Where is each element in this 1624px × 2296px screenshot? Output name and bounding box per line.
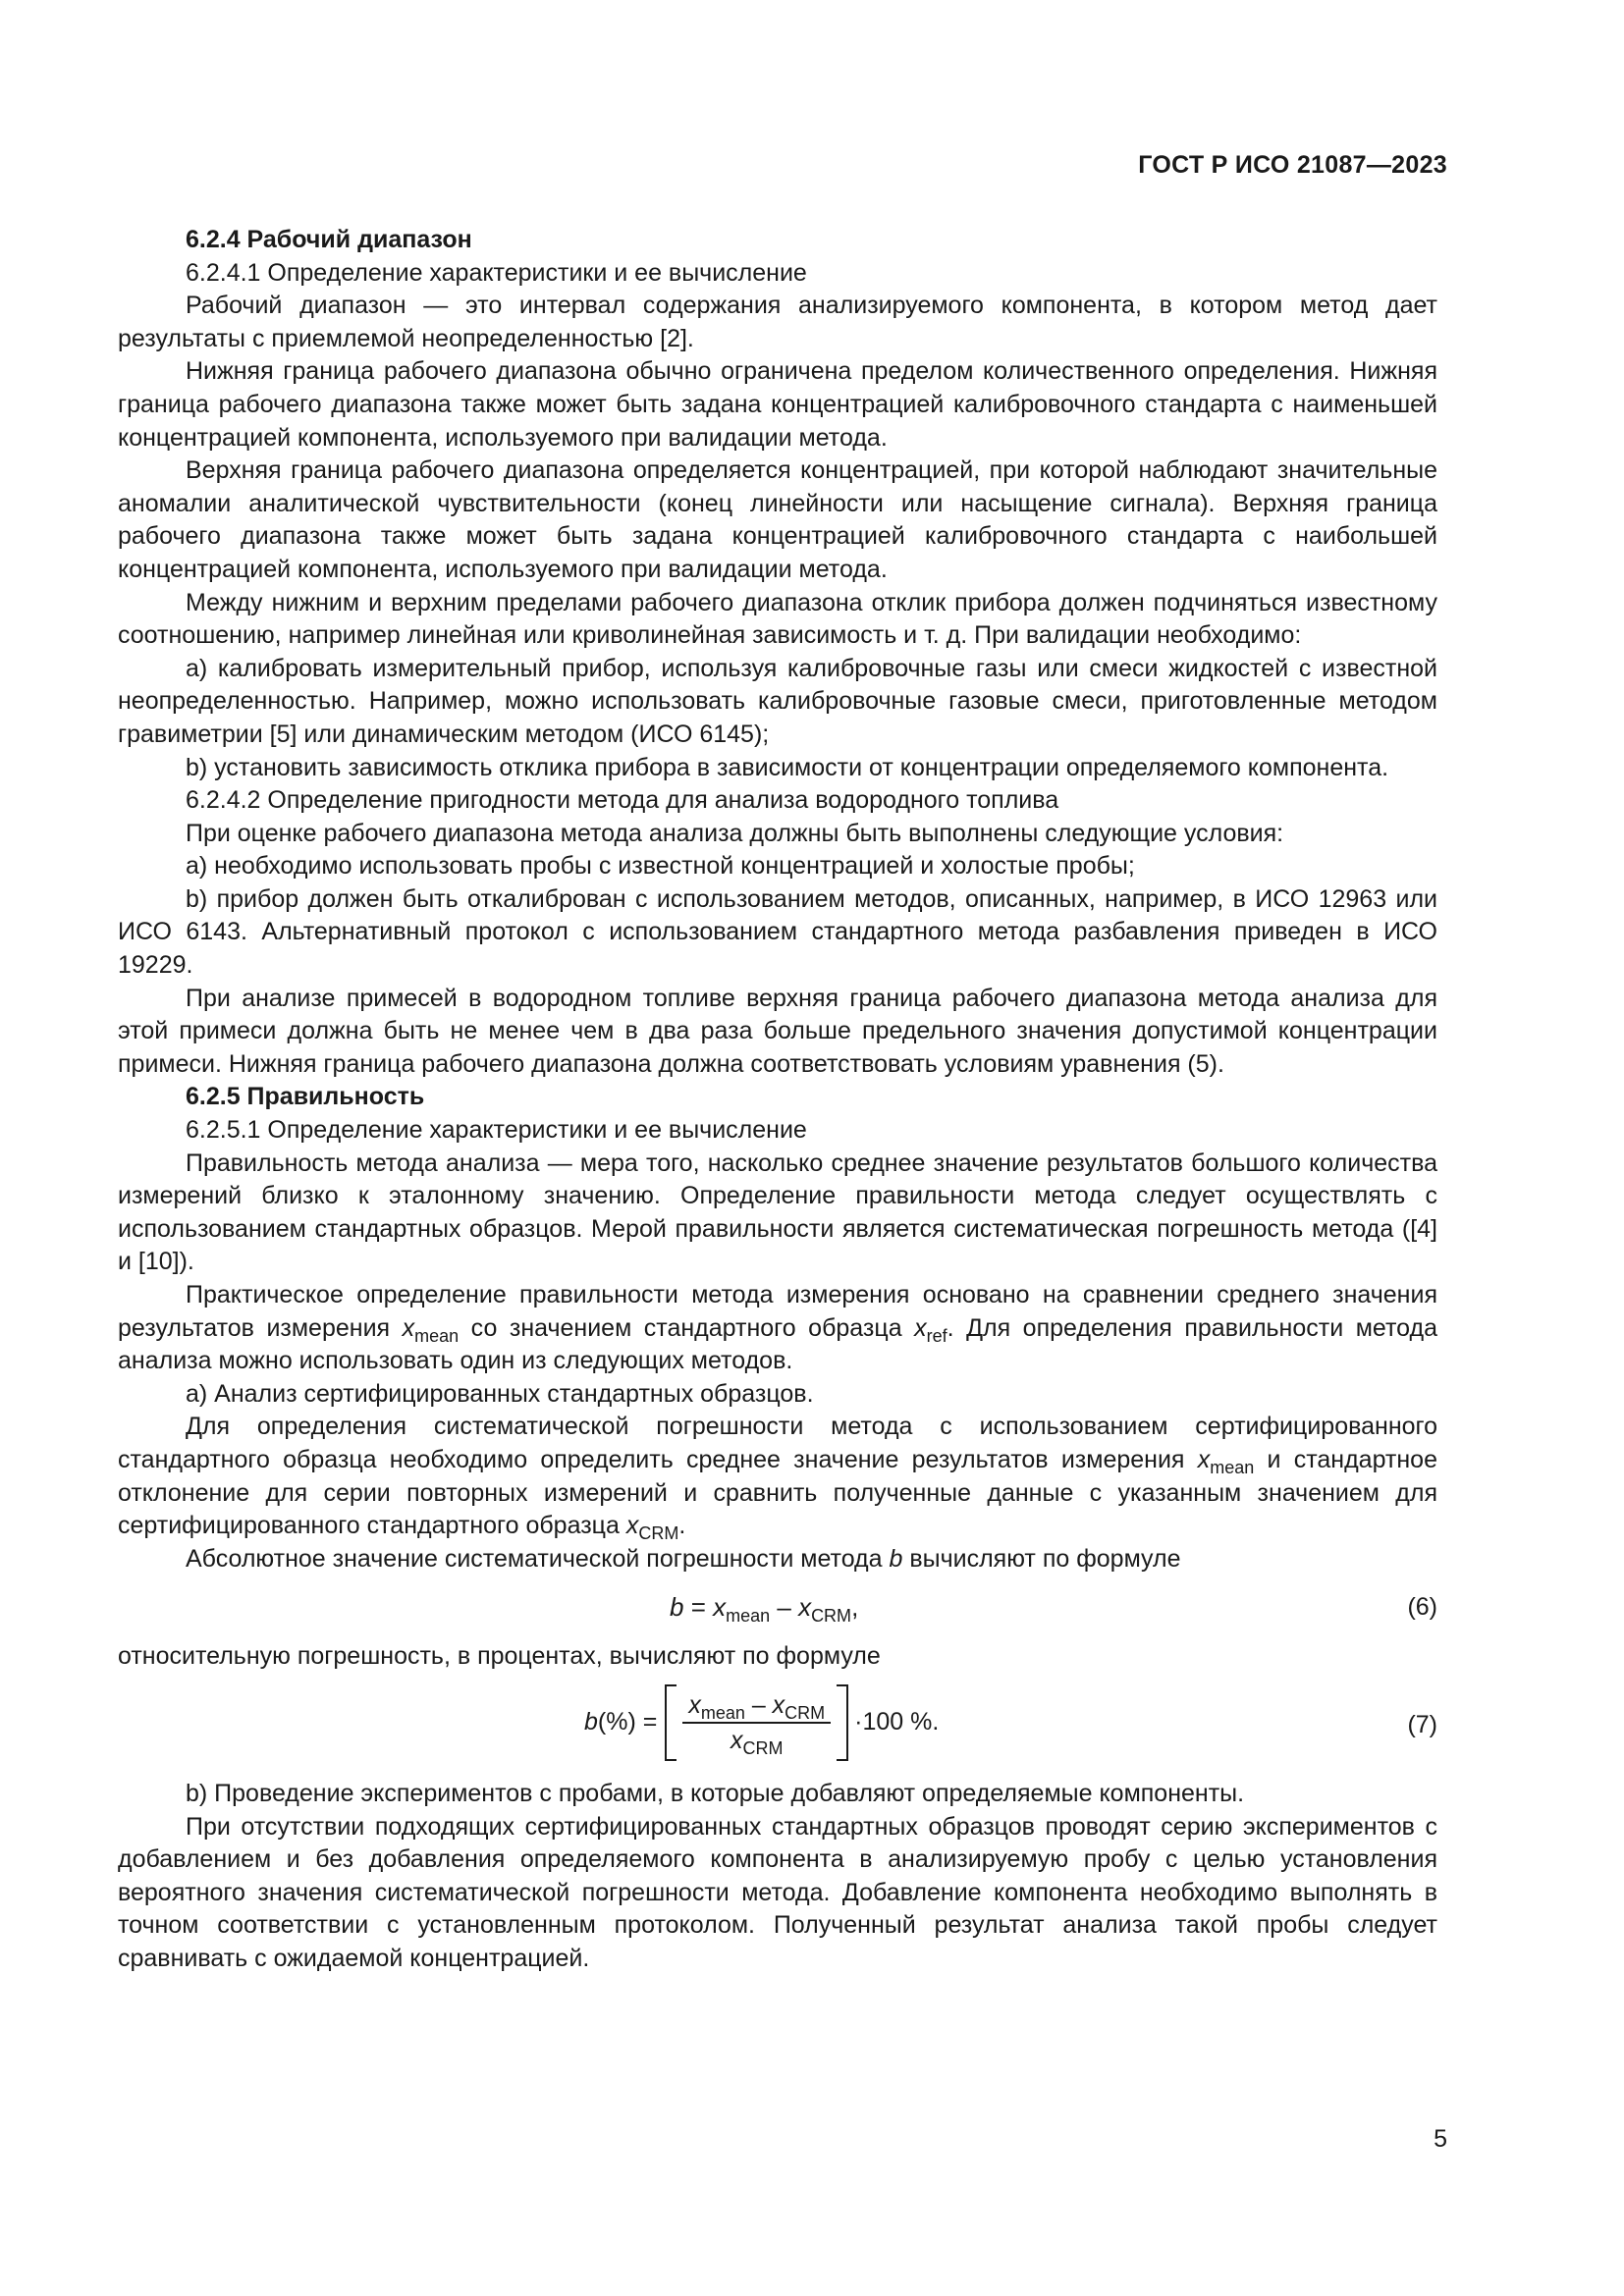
section-heading-6-2-5: 6.2.5 Правильность — [186, 1083, 425, 1111]
paragraph: Верхняя граница рабочего диапазона определяется концентрацией, при которой наблюдают значительные аномалии аналитической чувствительности (конец линейности или насыщение сигнала). Верхняя граница рабочего диапазона также может быть задана концентрацией калибровочного стандарта с наибольшей концентрацией компонента, используемого при валидации метода. — [118, 456, 1437, 583]
document-header: ГОСТ Р ИСО 21087—2023 — [1138, 151, 1447, 179]
list-item-b: b) установить зависимость отклика прибора в зависимости от концентрации определяемого компонента. — [186, 753, 1389, 781]
paragraph: Между нижним и верхним пределами рабочего диапазона отклик прибора должен подчиняться известному соотношению, например линейная или криволинейная зависимость и т. д. При валидации необходимо: — [118, 588, 1437, 650]
formula-7-expression: b (%) = $\frac{x_{mean} - x_{CRM}}{x_{CRM}}$ ·100 %. — [584, 1683, 939, 1762]
paragraph: относительную погрешность, в процентах, вычисляют по формуле — [118, 1642, 881, 1671]
list-item-a: a) калибровать измерительный прибор, используя калибровочные газы или смеси жидкостей с известной неопределенностью. Например, можно использовать калибровочные газовые смеси, приготовленные методом гравиметрии [5] или динамическим методом (ИСО 6145); — [118, 654, 1437, 748]
paragraph: При отсутствии подходящих сертифицированных стандартных образцов проводят серию экспериментов с добавлением и без добавления определяемого компонента в анализируемую пробу с целью установления вероятного значения систематической погрешности метода. Добавление компонента необходимо выполнять в точном соответствии с установленным протоколом. Полученный результат анализа такой пробы следует сравнивать с ожидаемой концентрацией. — [118, 1812, 1437, 1972]
paragraph-with-symbols: Для определения систематической погрешности метода с использованием сертифицированного стандартного образца необходимо определить среднее значение результатов измерения $x_{mean}$ и стандартное отклонение для серии повторных измерений и сравнить полученные данные с указанным значением для сертифицированного стандартного образца $x_{CRM}$. — [118, 1413, 1437, 1544]
right-bracket — [837, 1684, 848, 1761]
list-item-b: b) Проведение экспериментов с пробами, в которые добавляют определяемые компоненты. — [186, 1779, 1245, 1807]
page-number: 5 — [1434, 2125, 1447, 2153]
formula-7-number: (7) — [1407, 1710, 1437, 1738]
list-item-b: b) прибор должен быть откалиброван с использованием методов, описанных, например, в ИСО 12963 или ИСО 6143. Альтернативный протокол с использованием стандартного метода разбавления приведен в ИСО 19229. — [118, 884, 1437, 980]
subsection-heading-6-2-5-1: 6.2.5.1 Определение характеристики и ее вычисление — [186, 1116, 807, 1145]
list-item-a: a) необходимо использовать пробы с известной концентрацией и холостые пробы; — [186, 852, 1135, 881]
paragraph: Правильность метода анализа — мера того, насколько среднее значение результатов большого количества измерений близко к эталонному значению. Определение правильности метода следует осуществлять с использованием стандартных образцов. Мерой правильности является систематическая погрешность метода ([4] и [10]). — [118, 1148, 1437, 1276]
paragraph: При анализе примесей в водородном топливе верхняя граница рабочего диапазона метода анализа для этой примеси должна быть не менее чем в два раза больше предельного значения допустимой концентрации примеси. Нижняя граница рабочего диапазона должна соответствовать условиям уравнения (5). — [118, 984, 1437, 1078]
paragraph-with-symbols: Абсолютное значение систематической погрешности метода b вычисляют по формуле — [186, 1544, 1181, 1573]
subsection-heading-6-2-4-1: 6.2.4.1 Определение характеристики и ее вычисление — [186, 258, 807, 287]
paragraph: Нижняя граница рабочего диапазона обычно ограничена пределом количественного определения. Нижняя граница рабочего диапазона также может быть задана концентрацией калибровочного стандарта с наименьшей концентрацией компонента, используемого при валидации метода. — [118, 357, 1437, 452]
formula-6-number: (6) — [1407, 1593, 1437, 1622]
paragraph: Рабочий диапазон — это интервал содержания анализируемого компонента, в котором метод дает результаты с приемлемой неопределенностью [2]. — [118, 292, 1437, 352]
formula-6 — [118, 1581, 1437, 1636]
fraction-numerator: $x_{mean} - x_{CRM}$ — [682, 1690, 831, 1724]
paragraph-with-symbols: Практическое определение правильности метода измерения основано на сравнении среднего значения результатов измерения $x_{mean}$ со значением стандартного образца $x_{ref}$. Для определения правильности метода анализа можно использовать один из следующих методов. — [118, 1281, 1437, 1375]
fraction — [682, 1690, 831, 1758]
paragraph: При оценке рабочего диапазона метода анализа должны быть выполнены следующие условия: — [186, 819, 1284, 847]
document-body — [118, 224, 1437, 1976]
formula-6-expression: $b = x_{mean} - x_{CRM}$, — [670, 1592, 859, 1627]
subsection-heading-6-2-4-2: 6.2.4.2 Определение пригодности метода для анализа водородного топлива — [186, 786, 1059, 815]
formula-7 — [118, 1678, 1437, 1768]
list-item-a: a) Анализ сертифицированных стандартных образцов. — [186, 1379, 814, 1408]
left-bracket — [665, 1684, 677, 1761]
section-heading-6-2-4: 6.2.4 Рабочий диапазон — [186, 226, 472, 253]
fraction-denominator: $x_{CRM}$ — [731, 1726, 784, 1758]
